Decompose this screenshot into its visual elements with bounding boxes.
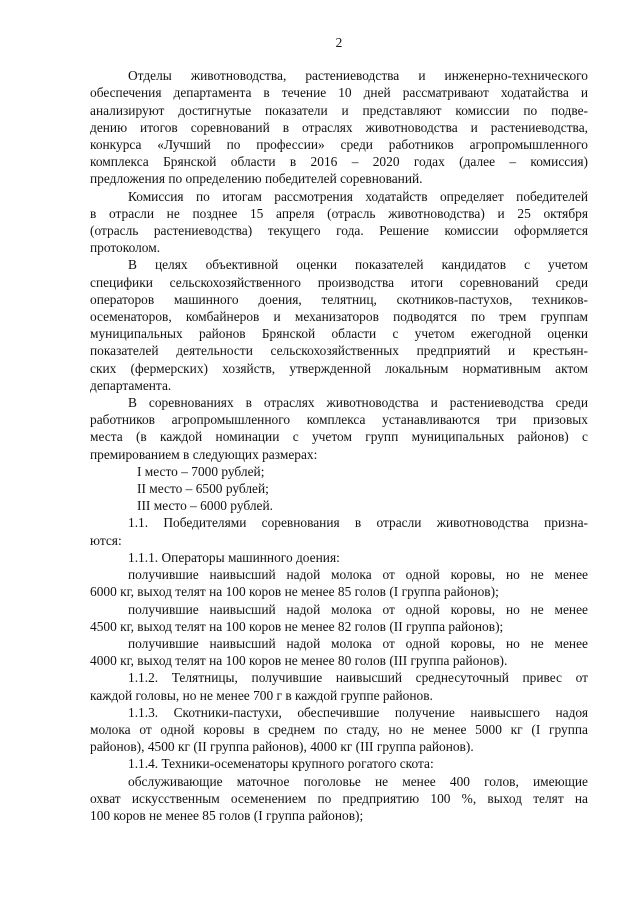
text-line: специфики сельскохозяйственного производства итоги соревнований среди: [90, 274, 588, 290]
paragraph: [90, 463, 588, 480]
paragraph: [90, 256, 588, 394]
text-line: показателей деятельности сельскохозяйственных предприятий и крестьян-: [90, 343, 588, 359]
text-line: получившие наивысший надой молока от одной коровы, но не менее: [128, 567, 588, 583]
text-line: молока от одной коровы в среднем по стаду, но не менее 5000 кг (I группа: [90, 721, 588, 737]
text-line: районов), 4500 кг (II группа районов), 4000 кг (III группа районов).: [90, 739, 474, 755]
text-line: каждой головы, но не менее 700 г в каждой группе районов.: [90, 687, 433, 703]
text-line: ются:: [90, 532, 122, 548]
text-line: обеспечения департамента в течение 10 дней рассматривают ходатайства и: [90, 85, 588, 101]
text-line: 1.1.1. Операторы машинного доения:: [128, 549, 340, 565]
paragraph: [90, 188, 588, 257]
text-line: протоколом.: [90, 240, 161, 256]
text-line: осеменаторов, комбайнеров и механизаторов подводятся по трем группам: [90, 309, 588, 325]
text-line: 100 коров не менее 85 голов (I группа районов);: [90, 807, 364, 823]
text-line: (отрасль растениеводства) текущего года. Решение комиссии оформляется: [90, 223, 588, 239]
text-line: анализируют достигнутые показатели и представляют комиссии по подве-: [90, 102, 588, 118]
text-line: департамента.: [90, 377, 172, 393]
paragraph: [90, 704, 588, 756]
text-line: комплекса Брянской области в 2016 – 2020 годах (далее – комиссия): [90, 154, 588, 170]
text-line: В соревнованиях в отраслях животноводства и растениеводства среди: [128, 395, 588, 411]
text-line: предложения по определению победителей соревнований.: [90, 171, 423, 187]
paragraph: [90, 601, 588, 635]
text-line: дению итогов соревнований в отраслях животноводства и растениеводства,: [90, 119, 588, 135]
text-line: 6000 кг, выход телят на 100 коров не менее 85 голов (I группа районов);: [90, 584, 499, 600]
paragraph: [90, 549, 588, 566]
text-line: операторов машинного доения, телятниц, скотников-пастухов, техников-: [90, 291, 588, 307]
text-line: 1.1.4. Техники-осеменаторы крупного рогатого скота:: [128, 756, 434, 772]
text-line: 1.1.3. Скотники-пастухи, обеспечившие получение наивысшего надоя: [128, 704, 588, 720]
text-line: работников агропромышленного комплекса устанавливаются три призовых: [90, 412, 588, 428]
text-line: охват искусственным осеменением по предприятию 100 %, выход телят на: [90, 790, 588, 806]
text-line: 1.1. Победителями соревнования в отрасли животноводства призна-: [128, 515, 588, 531]
text-line: 4500 кг, выход телят на 100 коров не менее 82 голов (II группа районов);: [90, 618, 504, 634]
text-line: места (в каждой номинации с учетом групп муниципальных районов) с: [90, 429, 588, 445]
text-line: получившие наивысший надой молока от одной коровы, но не менее: [128, 601, 588, 617]
paragraph: [90, 773, 588, 825]
text-line: Отделы животноводства, растениеводства и инженерно-технического: [128, 68, 588, 84]
paragraph: [90, 480, 588, 497]
paragraph: [90, 635, 588, 669]
document-text: [90, 67, 588, 824]
text-line: II место – 6500 рублей;: [137, 481, 269, 497]
text-line: в отрасли не позднее 15 апреля (отрасль животноводства) и 25 октября: [90, 205, 588, 221]
paragraph: [90, 514, 588, 548]
text-line: муниципальных районов Брянской области с учетом ежегодной оценки: [90, 326, 588, 342]
text-line: I место – 7000 рублей;: [137, 463, 265, 479]
text-line: обслуживающие маточное поголовье не менее 400 голов, имеющие: [128, 773, 588, 789]
text-line: В целях объективной оценки показателей кандидатов с учетом: [128, 257, 588, 273]
page-number: 2: [335, 35, 343, 50]
paragraph: [90, 67, 588, 187]
paragraph: [90, 497, 588, 514]
paragraph: [90, 755, 588, 772]
paragraph: [90, 394, 588, 463]
text-line: конкурса «Лучший по профессии» среди работников агропромышленного: [90, 137, 588, 153]
paragraph: [90, 669, 588, 703]
text-line: III место – 6000 рублей.: [137, 498, 273, 514]
text-line: Комиссия по итогам рассмотрения ходатайств определяет победителей: [128, 188, 588, 204]
text-line: премированием в следующих размерах:: [90, 446, 318, 462]
text-line: получившие наивысший надой молока от одной коровы, но не менее: [128, 635, 588, 651]
paragraph: [90, 566, 588, 600]
text-line: 4000 кг, выход телят на 100 коров не менее 80 голов (III группа районов).: [90, 653, 508, 669]
text-line: 1.1.2. Телятницы, получившие наивысший среднесуточный привес от: [128, 670, 588, 686]
text-line: ских (фермерских) хозяйств, утвержденной локальным нормативным актом: [90, 360, 588, 376]
